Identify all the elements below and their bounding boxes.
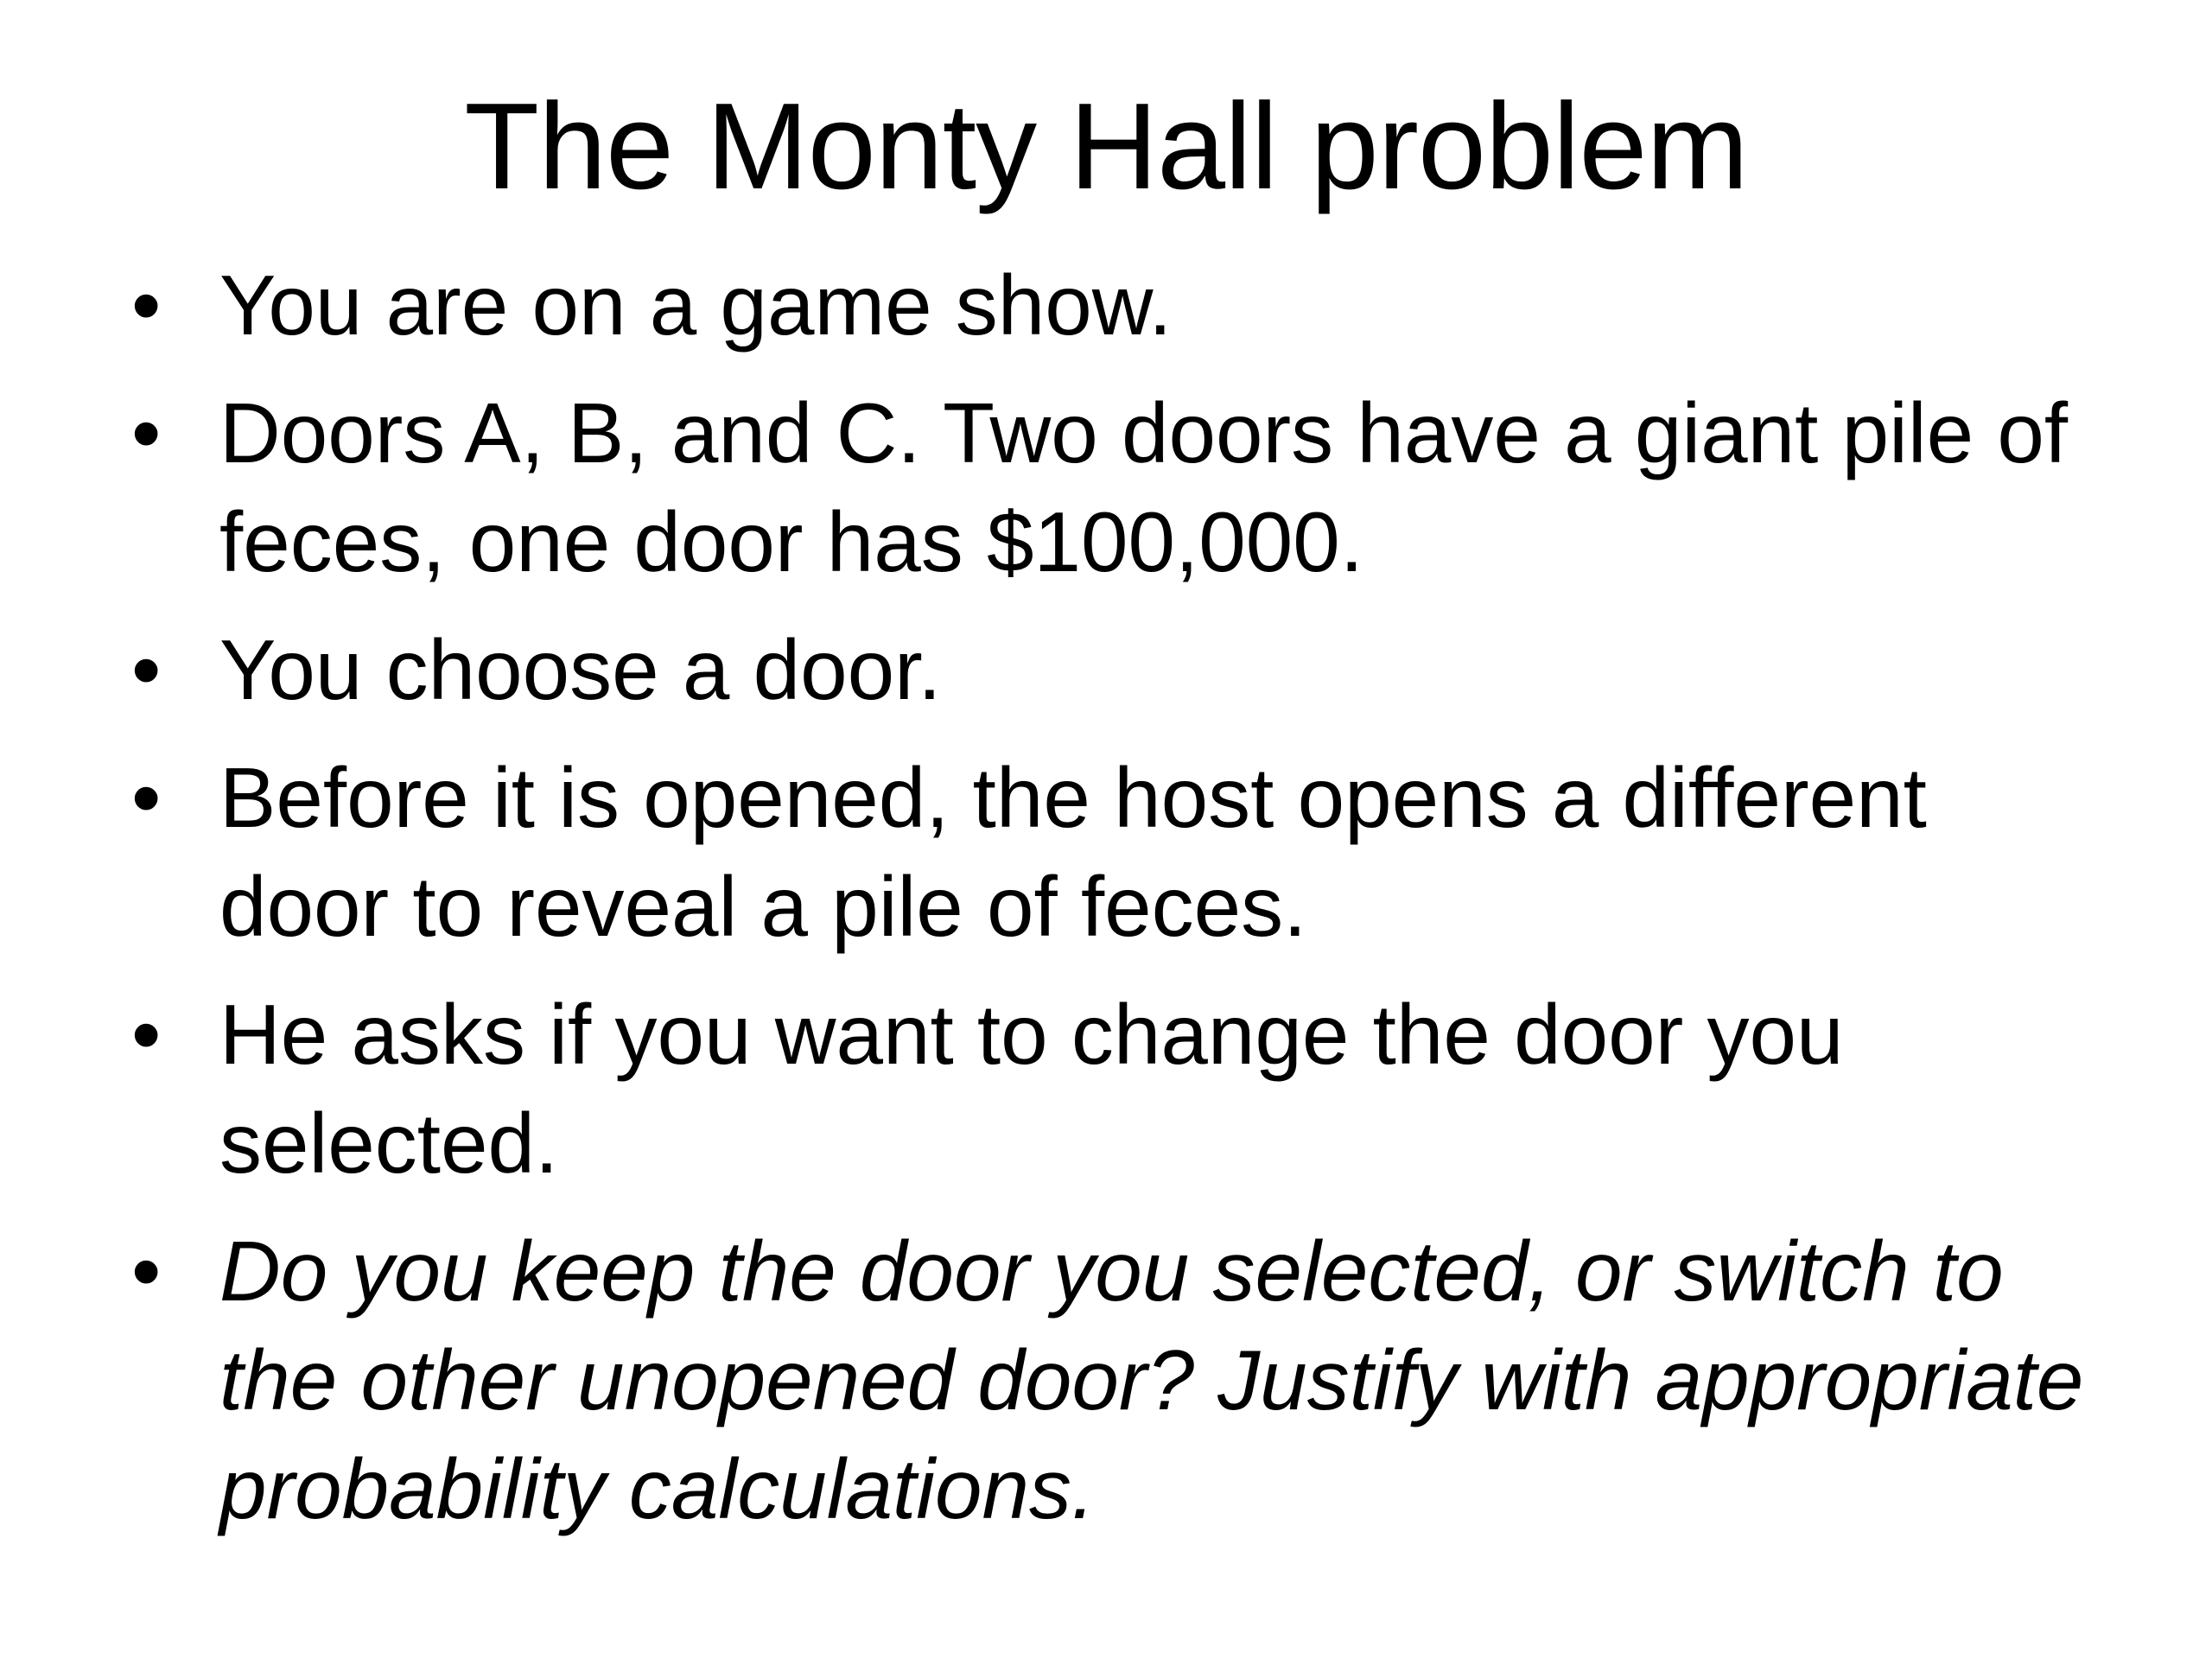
bullet-item — [130, 378, 2117, 596]
bullet-text: Before it is opened, the host opens a different door to reveal a pile of feces. — [219, 750, 1927, 954]
bullet-list — [130, 251, 2117, 1562]
bullet-dot-icon: • — [131, 750, 162, 845]
bullet-item — [130, 251, 2117, 359]
bullet-item — [130, 1217, 2117, 1543]
bullet-dot-icon: • — [131, 1224, 162, 1319]
bullet-text-question: Do you keep the door you selected, or switch to the other unopened door? Justify with appropriate probability calculations. — [219, 1224, 2084, 1536]
bullet-text: You choose a door. — [219, 622, 942, 717]
bullet-text: You are on a game show. — [219, 257, 1173, 353]
bullet-text: Doors A, B, and C. Two doors have a giant pile of feces, one door has $100,000. — [219, 385, 2069, 589]
bullet-dot-icon: • — [131, 622, 162, 717]
bullet-item — [130, 743, 2117, 961]
bullet-item — [130, 615, 2117, 724]
bullet-dot-icon: • — [131, 987, 162, 1082]
bullet-text: He asks if you want to change the door you selected. — [219, 987, 1844, 1191]
bullet-dot-icon: • — [131, 385, 162, 480]
bullet-dot-icon: • — [131, 257, 162, 353]
bullet-item — [130, 980, 2117, 1198]
slide-title: The Monty Hall problem — [464, 78, 1748, 215]
